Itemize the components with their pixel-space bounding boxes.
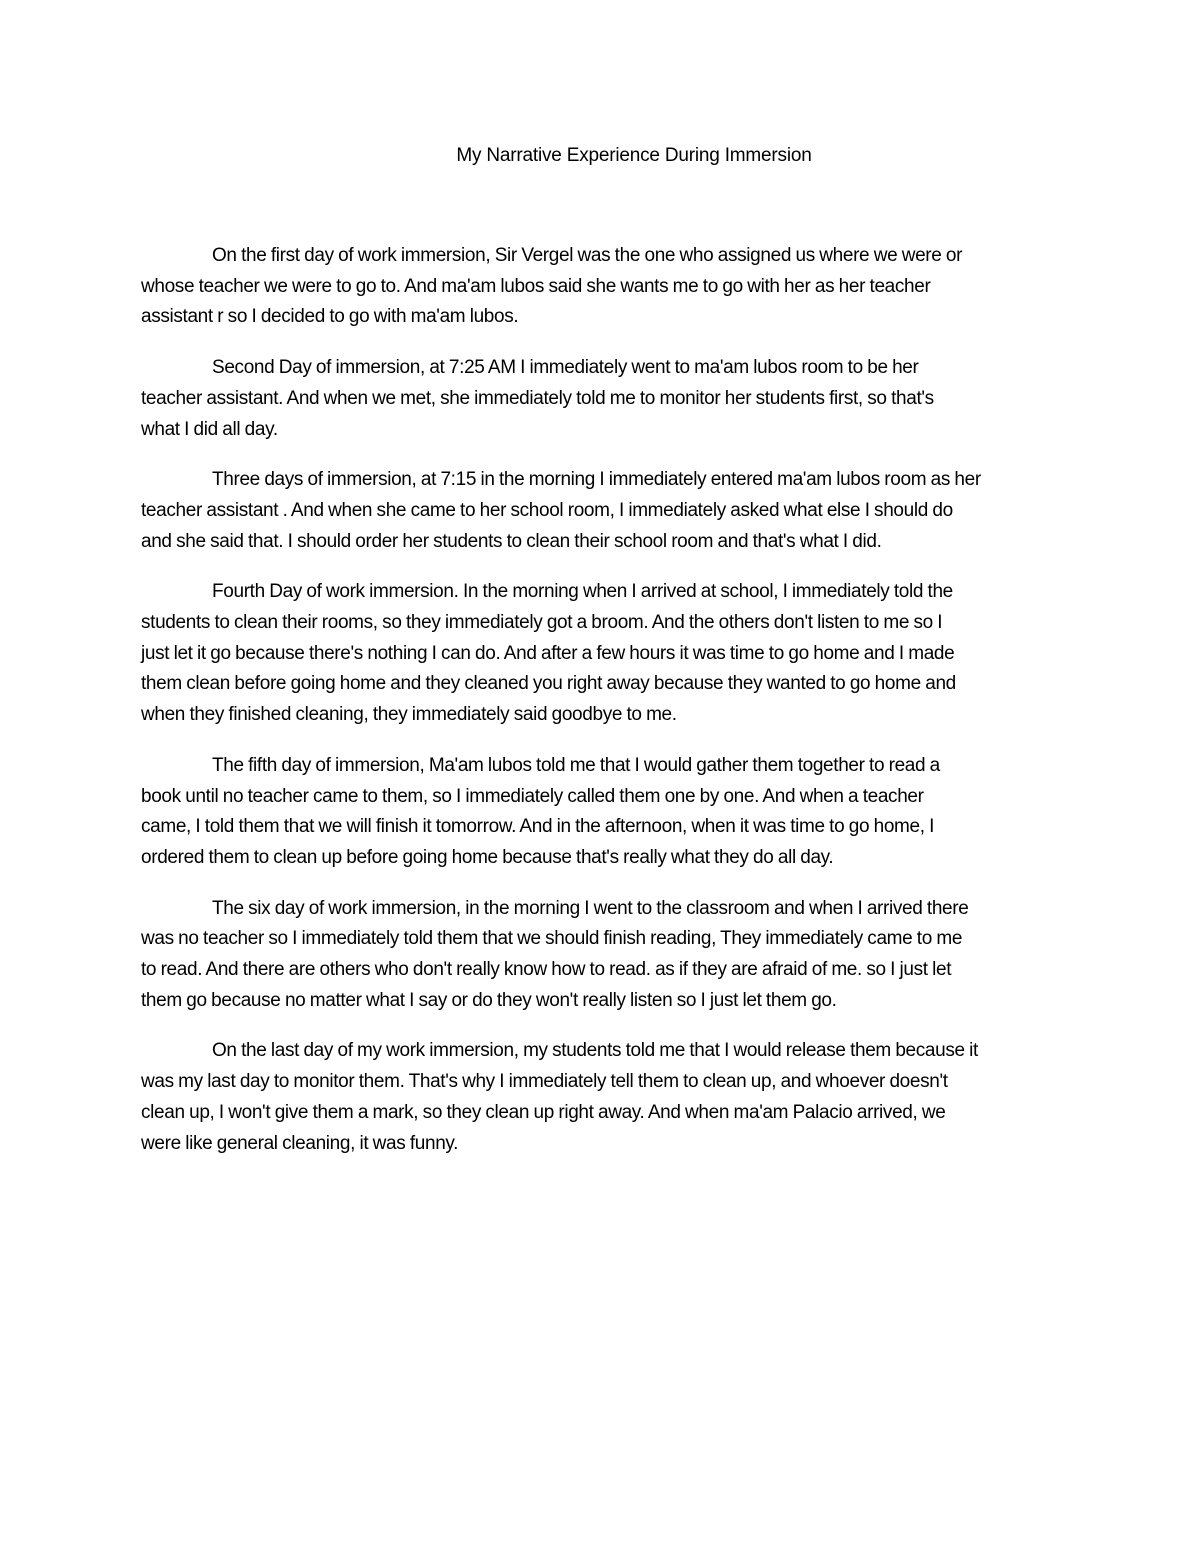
paragraph-line: just let it go because there's nothing I can do. And after a few hours it was time to go home and I made [141,642,955,664]
paragraph-line: to read. And there are others who don't really know how to read. as if they are afraid of me. so I just let [141,959,952,981]
paragraph-line: and she said that. I should order her students to clean their school room and that's what I did. [141,530,882,552]
paragraph-line: The six day of work immersion, in the morning I went to the classroom and when I arrived there [212,897,969,919]
paragraph-line: Second Day of immersion, at 7:25 AM I immediately went to ma'am lubos room to be her [212,357,919,379]
paragraph-line: teacher assistant . And when she came to her school room, I immediately asked what else I should do [141,499,953,521]
paragraph-line: clean up, I won't give them a mark, so they clean up right away. And when ma'am Palacio arrived, we [141,1101,946,1123]
paragraph-line: were like general cleaning, it was funny. [141,1132,459,1154]
paragraph-day-4 [141,577,1081,731]
document-body [141,241,1081,1179]
paragraph-line: The fifth day of immersion, Ma'am lubos told me that I would gather them together to read a [212,754,940,776]
paragraph-line: when they finished cleaning, they immediately said goodbye to me. [141,704,677,726]
paragraph-line: On the last day of my work immersion, my students told me that I would release them because it [212,1040,978,1062]
paragraph-line: teacher assistant. And when we met, she immediately told me to monitor her students first, so that's [141,387,934,409]
paragraph-line: them go because no matter what I say or do they won't really listen so I just let them go. [141,989,837,1011]
paragraph-line: ordered them to clean up before going home because that's really what they do all day. [141,846,834,868]
paragraph-line: was no teacher so I immediately told them that we should finish reading, They immediately came to me [141,928,963,950]
paragraph-day-3 [141,465,1081,557]
paragraph-day-6 [141,894,1081,1017]
paragraph-line: came, I told them that we will finish it tomorrow. And in the afternoon, when it was time to go home, I [141,816,935,838]
paragraph-day-2 [141,353,1081,445]
paragraph-line: what I did all day. [141,418,278,440]
paragraph-line: On the first day of work immersion, Sir Vergel was the one who assigned us where we were or [212,245,963,266]
paragraph-day-5 [141,751,1081,874]
paragraph-line: was my last day to monitor them. That's why I immediately tell them to clean up, and whoever doesn't [141,1071,948,1093]
paragraph-line: students to clean their rooms, so they immediately got a broom. And the others don't listen to me so I [141,612,943,634]
paragraph-line: assistant r so I decided to go with ma'am lubos. [141,306,519,328]
paragraph-last-day [141,1036,1081,1159]
paragraph-line: Three days of immersion, at 7:15 in the morning I immediately entered ma'am lubos room as her [212,469,981,491]
document-title: My Narrative Experience During Immersion [456,145,812,166]
paragraph-day-1 [141,241,1081,333]
paragraph-line: Fourth Day of work immersion. In the morning when I arrived at school, I immediately told the [212,581,953,603]
paragraph-line: whose teacher we were to go to. And ma'am lubos said she wants me to go with her as her teacher [141,275,931,297]
paragraph-line: them clean before going home and they cleaned you right away because they wanted to go home and [141,673,956,695]
paragraph-line: book until no teacher came to them, so I immediately called them one by one. And when a teacher [141,785,924,807]
